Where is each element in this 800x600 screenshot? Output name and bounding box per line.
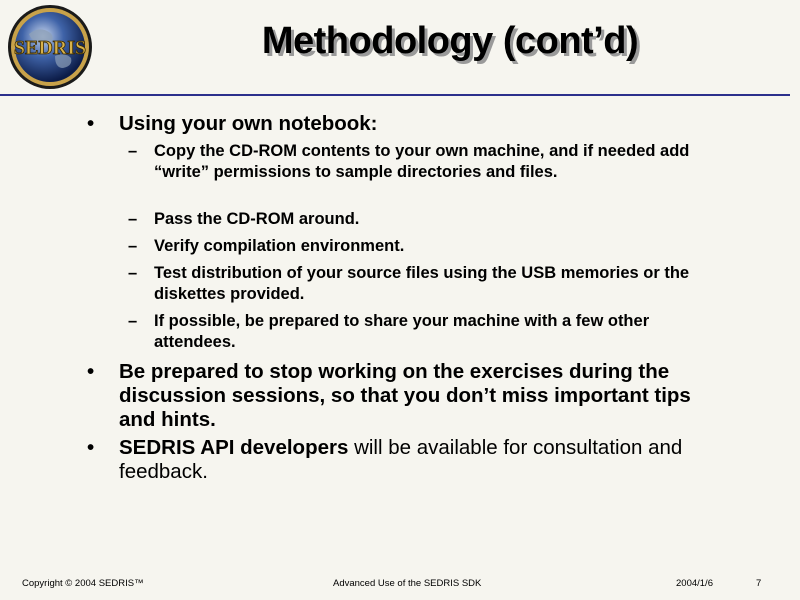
bullet-item [87, 436, 729, 484]
bullet-marker: • [87, 112, 95, 135]
dash-marker: – [128, 142, 138, 160]
sub-bullet-text: If possible, be prepared to share your machine with a few other attendees. [154, 312, 650, 351]
slide-title: Methodology (cont’d) [261, 20, 639, 62]
dash-marker: – [128, 210, 138, 228]
sub-bullet-text: Copy the CD-ROM contents to your own machine, and if needed add “write” permissions to sample directories and files. [154, 142, 690, 181]
footer-date: 2004/1/6 [676, 578, 713, 589]
sub-bullet-item [128, 141, 734, 183]
bullet-item [87, 112, 729, 136]
bullet-text-bold: SEDRIS API developers [119, 436, 349, 459]
sub-bullet-text: Verify compilation environment. [154, 237, 405, 255]
bullet-text: will be available for consultation and feedback. [119, 436, 683, 483]
sub-bullet-item [128, 311, 734, 353]
sub-bullet-item [128, 209, 734, 230]
bullet-item [87, 360, 729, 432]
dash-marker: – [128, 312, 138, 330]
title-divider [0, 94, 790, 96]
sub-bullet-item [128, 263, 734, 305]
footer-copyright: Copyright © 2004 SEDRIS™ [22, 578, 144, 589]
footer-course-title: Advanced Use of the SEDRIS SDK [333, 578, 482, 589]
bullet-marker: • [87, 360, 95, 383]
footer-page-number: 7 [756, 578, 762, 589]
bullet-text: Using your own notebook: [119, 112, 378, 135]
sub-bullet-text: Test distribution of your source files using the USB memories or the diskettes provided. [154, 264, 690, 303]
sub-bullet-text: Pass the CD-ROM around. [154, 210, 360, 228]
bullet-marker: • [87, 436, 95, 459]
sub-bullet-item [128, 236, 734, 257]
dash-marker: – [128, 264, 138, 282]
svg-text:SEDRIS: SEDRIS [13, 37, 87, 59]
dash-marker: – [128, 237, 138, 255]
bullet-text: Be prepared to stop working on the exercises during the discussion sessions, so that you don’t miss important tips and hints. [119, 360, 691, 431]
